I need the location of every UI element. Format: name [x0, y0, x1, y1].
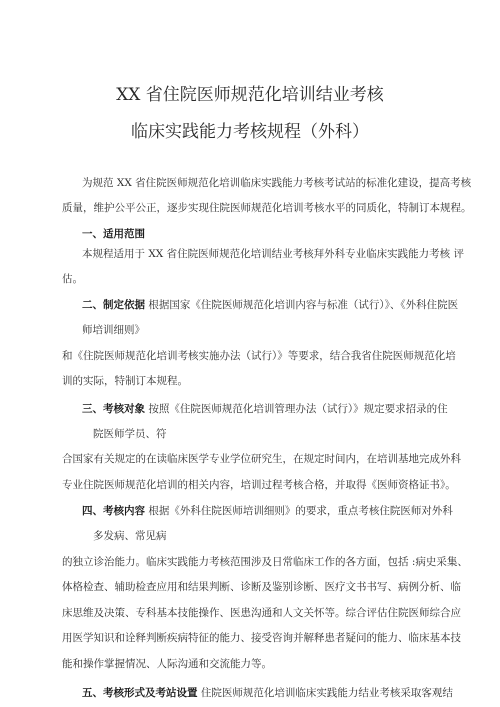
- section-4-heading: 四、考核内容: [82, 505, 145, 517]
- section-3-line-4: 专业住院医师规范化培训的相关内容，培训过程考核合格，并取得《医师资格证书》。: [62, 479, 456, 491]
- section-2-line-1-text: 根据国家《住院医师规范化培训内容与标准（试行）》、《外科住院医: [148, 299, 459, 311]
- section-5-line-1: [82, 686, 453, 700]
- intro-line-1: 为规范 XX 省住院医师规范化培训临床实践能力考核考试站的标准化建设，提高考核: [82, 177, 472, 189]
- section-4-line-7: 能和操作掌握情况、人际沟通和交流能力等。: [62, 658, 272, 670]
- section-4-line-1: [82, 504, 453, 518]
- section-2-heading: 二、制定依据: [82, 299, 145, 311]
- section-1-line-1: 本规程适用于 XX 省住院医师规范化培训结业考核拜外科专业临床实践能力考核 评: [82, 248, 464, 260]
- section-4-line-6: 用医学知识和诠释判断疾病特征的能力、接受咨询并解释患者疑问的能力、临床基本技: [62, 632, 461, 644]
- section-3-line-2: 院医师学员、符: [93, 428, 167, 440]
- section-3-line-1-text: 按照《住院医师规范化培训管理办法（试行）》规定要求招录的住: [148, 403, 448, 415]
- section-2-line-4: 训的实际，特制订本规程。: [62, 375, 188, 387]
- section-1-heading: 一、适用范围: [82, 228, 145, 240]
- section-4-line-2: 多发病、常见病: [93, 530, 167, 542]
- section-2-line-3: 和《住院医师规范化培训考核实施办法（试行）》等要求，结合我省住院医师规范化培: [62, 350, 456, 362]
- section-5-heading: 五、考核形式及考站设置: [82, 687, 198, 699]
- section-2-line-2: 师培训细则》: [82, 324, 145, 336]
- section-5-line-1-text: 住院医师规范化培训临床实践能力结业考核采取客观结: [200, 687, 453, 699]
- intro-line-2: 质量，维护公平公正，逐步实现住院医师规范化培训考核水平的同质化，特制订本规程。: [62, 202, 472, 214]
- section-3-line-1: [82, 402, 448, 416]
- section-4-line-3: 的独立诊治能力。临床实践能力考核范围涉及日常临床工作的各方面，包括 :病史采集、: [62, 556, 468, 568]
- section-3-line-3: 合国家有关规定的在读临床医学专业学位研究生，在规定时间内，在培训基地完成外科: [62, 453, 461, 465]
- section-2-line-1: [82, 298, 458, 312]
- document-title-line-1: XX 省住院医师规范化培训结业考核: [116, 85, 384, 105]
- section-4-line-1-text: 根据《外科住院医师培训细则》的要求，重点考核住院医师对外科: [148, 505, 453, 517]
- section-4-line-4: 体格检查、辅助检查应用和结果判断、诊断及鉴别诊断、医疗文书书写、病例分析、临: [62, 581, 461, 593]
- section-1-line-2: 估。: [62, 273, 83, 285]
- section-4-line-5: 床思维及决策、专科基本技能操作、医患沟通和人文关怀等。综合评估住院医师综合应: [62, 607, 461, 619]
- document-title-line-2: 临床实践能力考核规程（外科）: [131, 122, 369, 142]
- section-3-heading: 三、考核对象: [82, 403, 145, 415]
